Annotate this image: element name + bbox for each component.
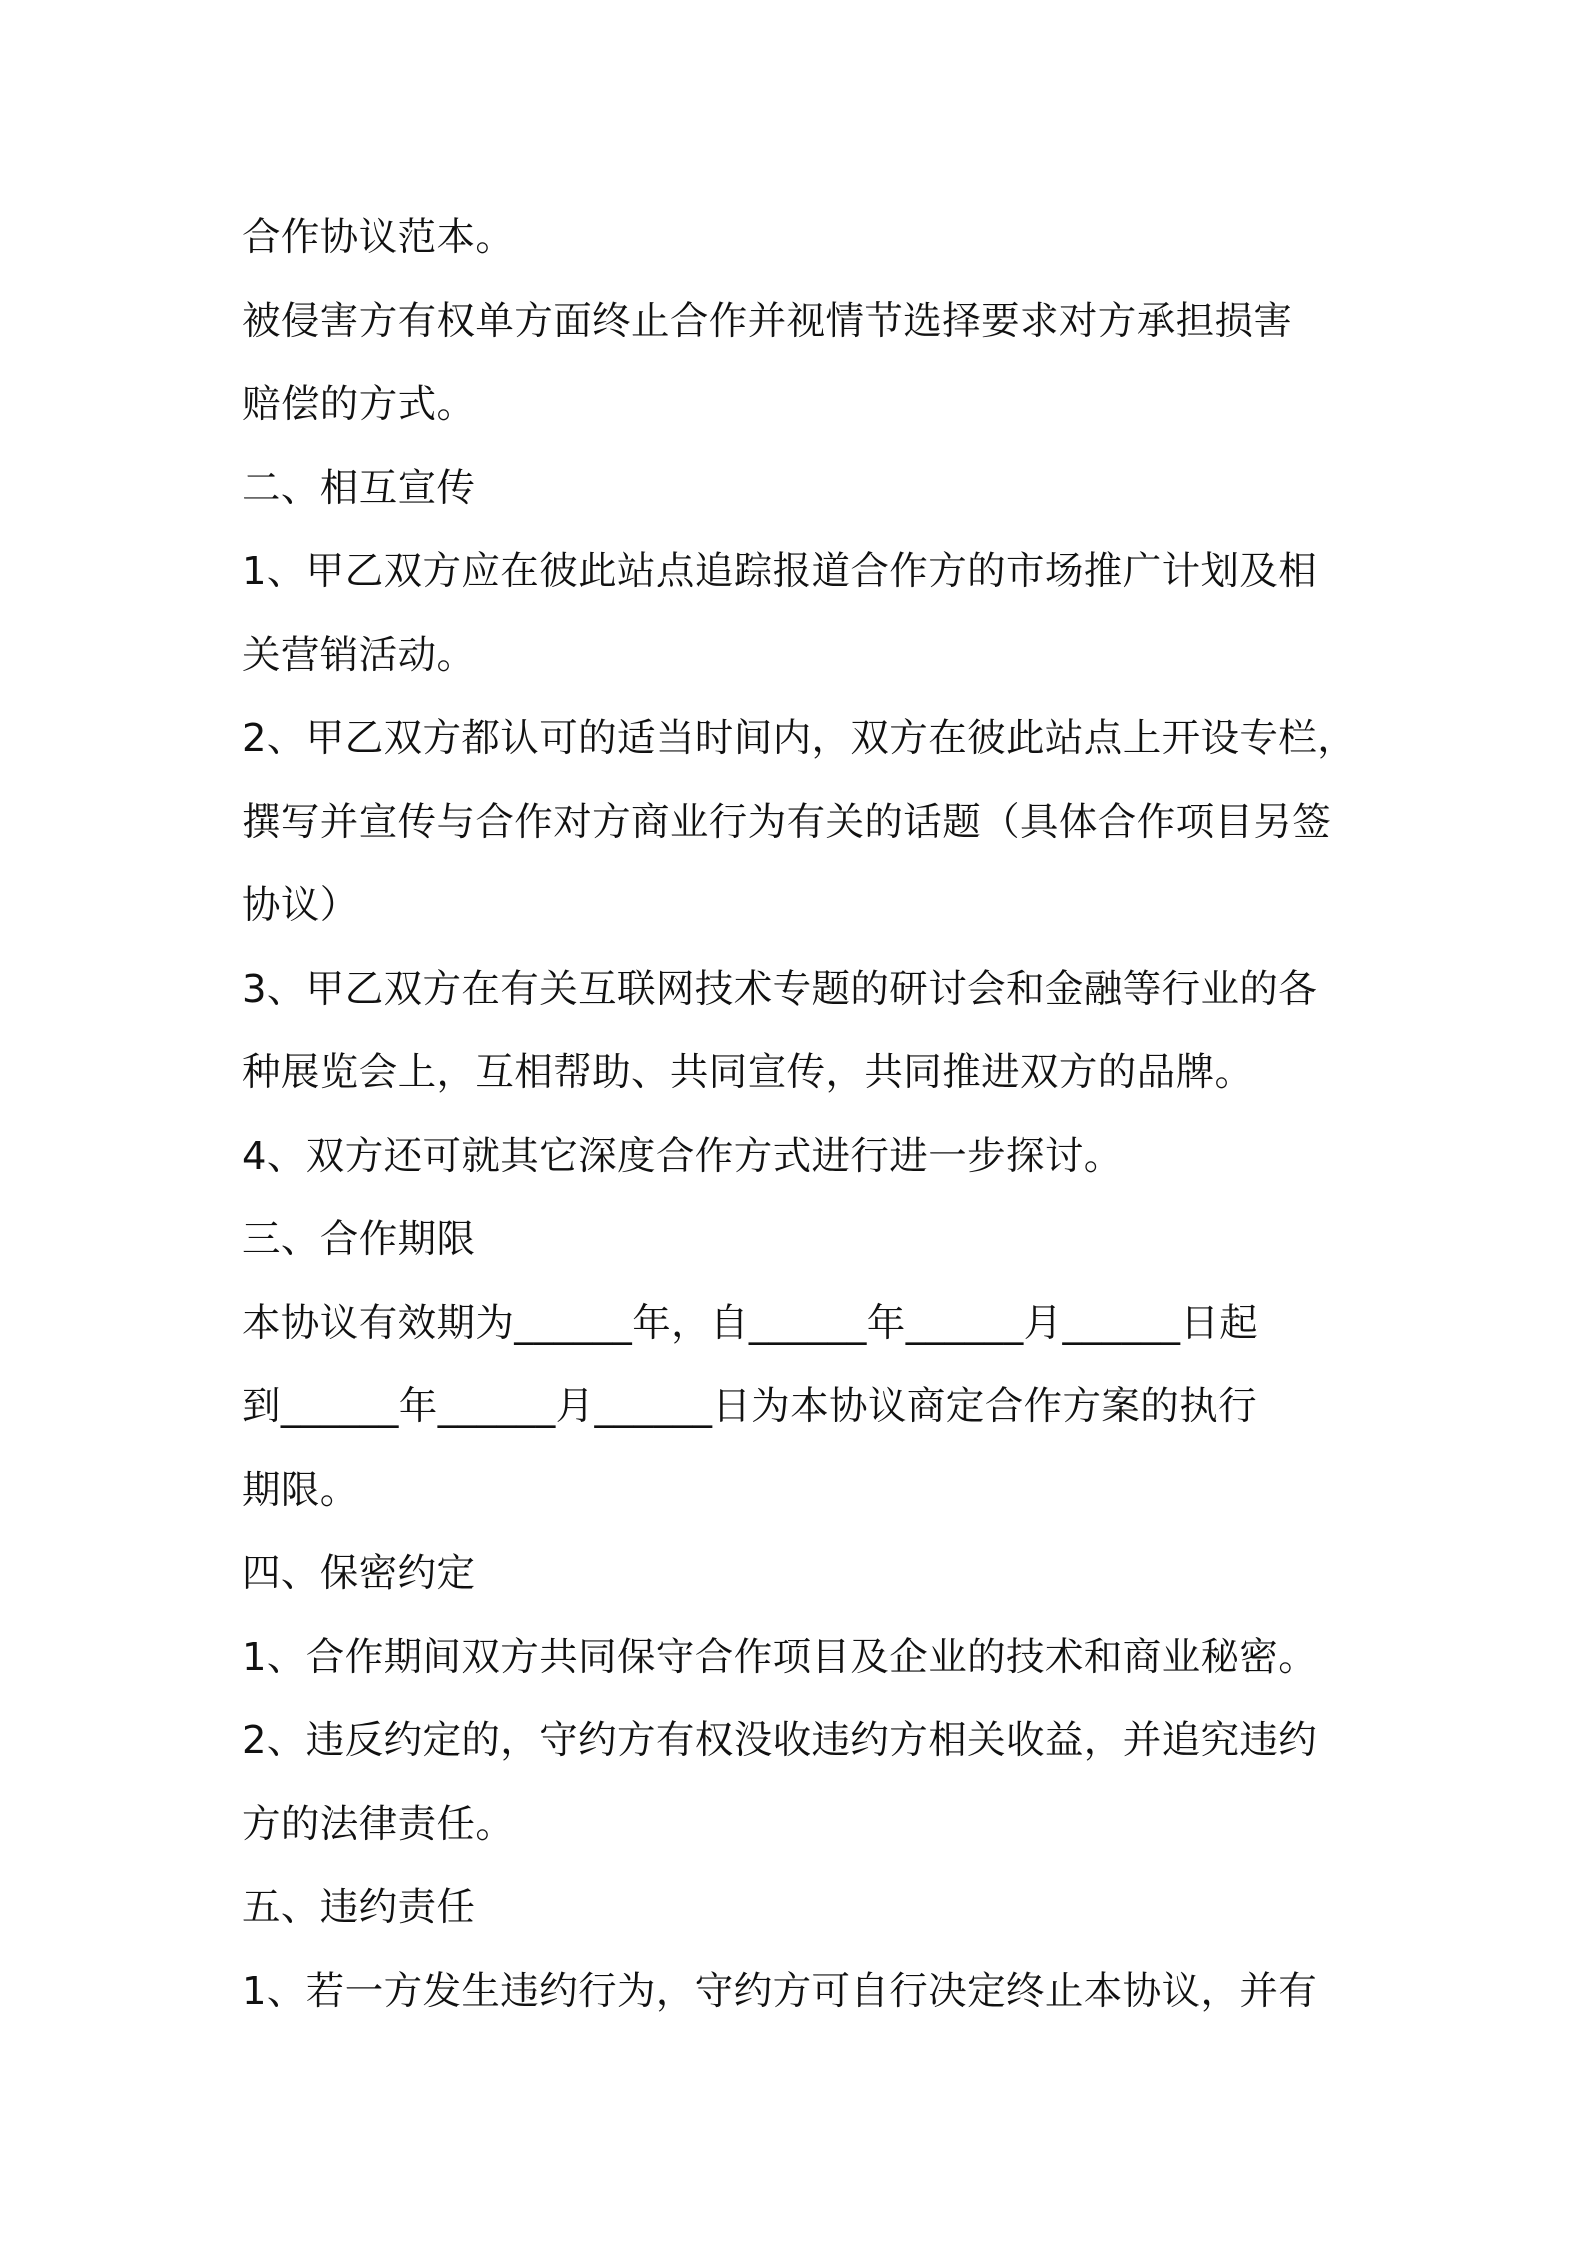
section-heading: 二、相互宣传 bbox=[242, 465, 476, 511]
text-line: 撰写并宣传与合作对方商业行为有关的话题（具体合作项目另签 bbox=[242, 799, 1332, 845]
text-line: 1、合作期间双方共同保守合作项目及企业的技术和商业秘密。 bbox=[242, 1634, 1318, 1680]
text-line: 4、双方还可就其它深度合作方式进行进一步探讨。 bbox=[242, 1133, 1123, 1179]
text-line: 方的法律责任。 bbox=[242, 1801, 515, 1847]
text-line: 关营销活动。 bbox=[242, 632, 476, 678]
text-line: 到______年______月______日为本协议商定合作方案的执行 bbox=[242, 1384, 1258, 1429]
text-line: 期限。 bbox=[242, 1467, 359, 1513]
text-line: 3、甲乙双方在有关互联网技术专题的研讨会和金融等行业的各 bbox=[242, 966, 1318, 1012]
text-line: 2、违反约定的，守约方有权没收违约方相关收益，并追究违约 bbox=[242, 1718, 1318, 1763]
text-line: 种展览会上，互相帮助、共同宣传，共同推进双方的品牌。 bbox=[242, 1050, 1254, 1095]
document-body bbox=[242, 196, 1362, 2033]
text-line: 1、若一方发生违约行为，守约方可自行决定终止本协议，并有 bbox=[242, 1968, 1318, 2014]
text-line: 1、甲乙双方应在彼此站点追踪报道合作方的市场推广计划及相 bbox=[242, 549, 1318, 594]
text-line: 协议） bbox=[242, 883, 359, 928]
section-heading: 三、合作期限 bbox=[242, 1217, 476, 1262]
text-line: 本协议有效期为______年，自______年______月______日起 bbox=[242, 1300, 1259, 1346]
section-heading: 五、违约责任 bbox=[242, 1885, 476, 1930]
text-line: 被侵害方有权单方面终止合作并视情节选择要求对方承担损害 bbox=[242, 298, 1293, 344]
text-line: 赔偿的方式。 bbox=[242, 382, 476, 427]
text-line: 合作协议范本。 bbox=[242, 215, 515, 260]
section-heading: 四、保密约定 bbox=[242, 1551, 476, 1596]
text-line: 2、甲乙双方都认可的适当时间内，双方在彼此站点上开设专栏， bbox=[242, 716, 1357, 761]
